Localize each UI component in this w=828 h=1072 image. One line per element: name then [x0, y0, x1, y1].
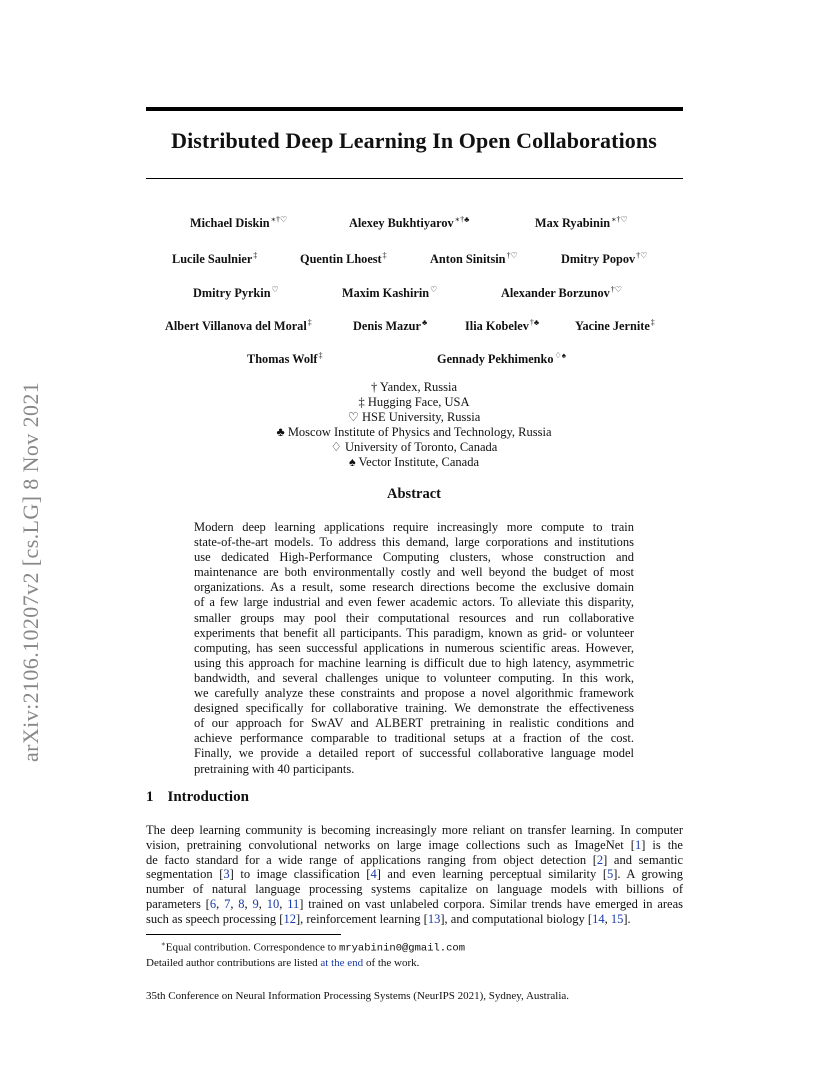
intro-paragraph: [146, 823, 683, 927]
footnote-text: Equal contribution. Correspondence to: [165, 941, 339, 954]
citation-link[interactable]: 11: [287, 896, 300, 911]
citation-link[interactable]: 12: [283, 911, 296, 926]
author-name-text: Max Ryabinin: [535, 216, 611, 231]
author-name: [172, 251, 257, 267]
author-name-text: Ilia Kobelev: [465, 319, 529, 334]
affiliation: ♢ University of Toronto, Canada: [330, 440, 498, 454]
author-name: [465, 318, 539, 334]
abstract-line: designed specifically for collaborative training. We demonstrate the effectiveness: [194, 701, 634, 716]
intro-text: de facto standard for a wide range of applications ranging from object detection [: [146, 852, 597, 867]
abstract-line: computing, has seen successful applications in numerous scientific areas. However,: [194, 640, 634, 655]
author-name: [575, 318, 655, 334]
intro-text: ] and semantic: [603, 852, 683, 867]
citation-link[interactable]: 9: [252, 896, 259, 911]
intro-text: such as speech processing [: [146, 911, 284, 926]
abstract-line: bandwidth, and several challenges unique to volunteer computing. In this work,: [194, 670, 634, 685]
author-affiliation-marks: ∗†♡: [270, 215, 288, 224]
citation-link[interactable]: 13: [427, 911, 441, 926]
intro-text: ] to image classification [: [229, 867, 371, 882]
intro-text: parameters [: [146, 896, 210, 911]
author-name-text: Lucile Saulnier: [172, 252, 253, 267]
citation-link[interactable]: 2: [596, 852, 604, 867]
conference-note: 35th Conference on Neural Information Processing Systems (NeurIPS 2021), Sydney, Australia.: [146, 990, 570, 1002]
author-name: [501, 285, 622, 301]
abstract-line: use dedicated High-Performance Computing clusters, whose construction and: [194, 550, 634, 565]
author-name-text: Alexander Borzunov: [501, 286, 610, 301]
intro-line: [146, 838, 683, 853]
author-name-text: Thomas Wolf: [247, 352, 318, 367]
author-name: [165, 318, 312, 334]
citation-link[interactable]: 7: [224, 896, 231, 911]
author-name: [437, 351, 566, 367]
intro-line: [146, 912, 683, 927]
affiliation: † Yandex, Russia: [370, 380, 458, 394]
intro-text: ,: [279, 896, 288, 911]
citation-link[interactable]: 14: [592, 911, 605, 926]
title-top-rule: [146, 107, 683, 111]
author-name-text: Alexey Bukhtiyarov: [349, 216, 454, 231]
intro-line: [146, 867, 683, 882]
intro-text: ] is the: [641, 837, 683, 852]
abstract-heading: Abstract: [387, 486, 441, 502]
abstract-line: using this approach for machine learning is difficult due to high latency, asymmetric: [194, 655, 634, 670]
abstract-line: Finally, we provide a detailed report of successful collaborative language model: [194, 746, 634, 761]
citation-link[interactable]: 1: [634, 837, 642, 852]
author-name-text: Michael Diskin: [190, 216, 270, 231]
author-name: [342, 285, 437, 301]
intro-text: ], and computational biology [: [440, 911, 593, 926]
intro-text: ,: [216, 896, 225, 911]
affiliation: ♣ Moscow Institute of Physics and Technology, Russia: [276, 425, 552, 439]
author-affiliation-marks: ‡: [650, 318, 655, 327]
arxiv-stamp: arXiv:2106.10207v2 [cs.LG] 8 Nov 2021: [18, 381, 43, 762]
abstract-line: pretraining with 40 participants.: [194, 761, 355, 776]
intro-line: [146, 882, 683, 897]
abstract-line: smaller groups may pool their computational resources and run collaborative: [194, 610, 634, 625]
affiliations: [0, 380, 828, 470]
author-affiliation-marks: †♡: [506, 251, 518, 260]
citation-link[interactable]: 5: [607, 867, 614, 882]
author-affiliation-marks: ♢♠: [554, 351, 566, 360]
citation-link[interactable]: 15: [610, 911, 624, 926]
paper-title: Distributed Deep Learning In Open Collaborations: [171, 128, 657, 153]
section-number: 1: [146, 789, 154, 805]
footnote-line2-post: of the work.: [363, 956, 420, 969]
author-affiliation-marks: ∗†♣: [454, 215, 470, 224]
abstract-line: of our approach for SwAV and ALBERT pretraining in realistic conditions and: [194, 716, 634, 731]
intro-text: number of natural language processing systems capitalize on language models with billions of: [146, 882, 683, 897]
citation-link[interactable]: 10: [266, 896, 280, 911]
author-name: [247, 351, 323, 367]
footnote-rule: [146, 934, 341, 935]
author-affiliation-marks: ♣: [421, 318, 428, 327]
citation-link[interactable]: 6: [209, 896, 217, 911]
author-affiliation-marks: ‡: [253, 251, 258, 260]
author-name-text: Gennady Pekhimenko: [437, 352, 554, 367]
intro-text: ].: [623, 911, 631, 926]
intro-text: ] and even learning perceptual similarity [: [376, 867, 607, 882]
author-name: [349, 215, 469, 231]
author-affiliation-marks: ‡: [382, 251, 387, 260]
intro-text: ]. A growing: [613, 867, 683, 882]
author-name-text: Maxim Kashirin: [342, 286, 430, 301]
citation-link[interactable]: 3: [223, 867, 230, 882]
intro-text: ,: [604, 911, 611, 926]
author-name: [190, 215, 287, 231]
abstract-line: Modern deep learning applications require increasingly more compute to train: [194, 520, 634, 534]
abstract-line: state-of-the-art models. To address this demand, large corporations and institutions: [194, 535, 634, 550]
intro-line: [146, 853, 683, 868]
author-name: [300, 251, 387, 267]
author-name-text: Denis Mazur: [353, 319, 421, 334]
author-affiliation-marks: †♡: [610, 285, 622, 294]
footnote-email[interactable]: mryabinin0@gmail.com: [338, 942, 466, 955]
author-name-text: Yacine Jernite: [575, 319, 650, 334]
author-name-text: Anton Sinitsin: [430, 252, 506, 267]
intro-text: The deep learning community is becoming increasingly more reliant on transfer learning. In computer: [146, 823, 683, 837]
intro-text: ,: [244, 896, 253, 911]
contributions-link[interactable]: at the end: [320, 956, 364, 969]
title-bottom-rule: [146, 178, 683, 179]
author-name: [535, 215, 628, 231]
author-name-text: Quentin Lhoest: [300, 252, 382, 267]
abstract-body: [194, 520, 634, 777]
intro-text: ] trained on vast unlabeled corpora. Similar trends have emerged in areas: [299, 896, 684, 911]
author-name: [430, 251, 518, 267]
author-name: [561, 251, 647, 267]
affiliation: ‡ Hugging Face, USA: [358, 395, 470, 409]
author-affiliation-marks: ♡: [271, 285, 279, 294]
author-affiliation-marks: †♣: [529, 318, 540, 327]
citation-link[interactable]: 8: [238, 896, 245, 911]
author-affiliation-marks: ♡: [430, 285, 438, 294]
abstract-line: organizations. As a result, some research directions become the exclusive domain: [194, 580, 634, 595]
abstract-line: achieve performance comparable to traditional setups at a fraction of the cost.: [194, 731, 634, 746]
author-name-text: Dmitry Popov: [561, 252, 636, 267]
author-affiliation-marks: †♡: [636, 251, 648, 260]
author-name: [353, 318, 427, 334]
intro-line: [146, 897, 683, 912]
section-title: Introduction: [167, 789, 249, 805]
affiliation: ♡ HSE University, Russia: [347, 410, 481, 424]
intro-text: ], reinforcement learning [: [295, 911, 428, 926]
author-name-text: Dmitry Pyrkin: [193, 286, 271, 301]
author-affiliation-marks: ‡: [307, 318, 312, 327]
intro-text: vision, pretraining convolutional networks on large image collections such as ImageNet [: [146, 837, 635, 852]
intro-text: ,: [230, 896, 239, 911]
intro-line: [146, 823, 683, 838]
affiliation: ♠ Vector Institute, Canada: [349, 455, 479, 469]
author-affiliation-marks: ‡: [318, 351, 323, 360]
author-affiliation-marks: ∗†♡: [611, 215, 628, 224]
abstract-line: we carefully analyze these constraints and propose a novel algorithmic framework: [194, 686, 634, 701]
abstract-line: maintenance are both environmentally costly and well beyond the budget of most: [194, 565, 634, 580]
author-name: [193, 285, 279, 301]
author-name-text: Albert Villanova del Moral: [165, 319, 307, 334]
intro-text: segmentation [: [146, 867, 224, 882]
intro-text: ,: [258, 896, 267, 911]
citation-link[interactable]: 4: [370, 867, 377, 882]
footnote-line2-pre: Detailed author contributions are listed: [146, 956, 321, 969]
abstract-line: experiments that benefit all participants. This paradigm, known as grid- or volunteer: [194, 625, 634, 640]
footnote: [146, 937, 465, 970]
footnote-mark: ∗: [161, 940, 166, 948]
section-heading: [146, 789, 249, 806]
abstract-line: of a few large industrial and even fewer academic actors. To alleviate this disparity,: [194, 595, 634, 610]
